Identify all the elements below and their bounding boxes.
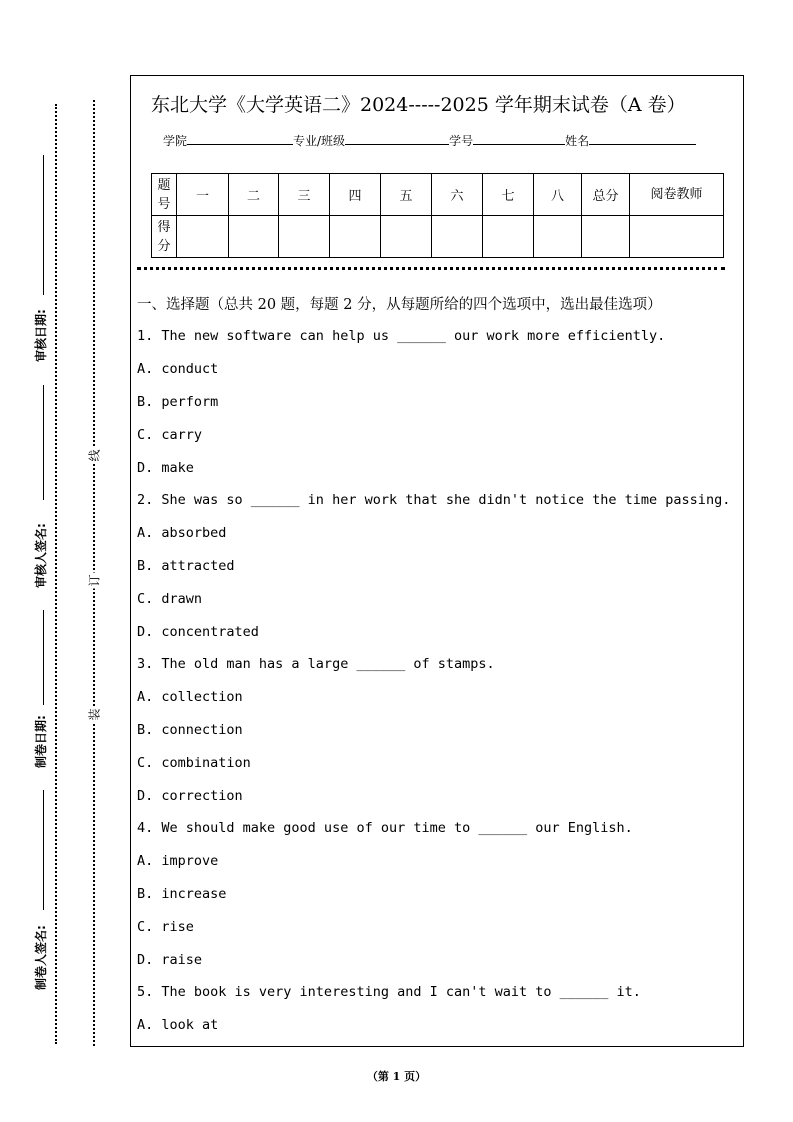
college-label: 学院 (163, 134, 188, 148)
col-header: 五 (381, 174, 432, 216)
option-item: A. conduct (137, 361, 219, 377)
student-info-row (163, 132, 696, 149)
option-item: D. raise (137, 952, 203, 968)
exam-title: 东北大学《大学英语二》2024-----2025 学年期末试卷（A 卷） (151, 94, 686, 116)
college-blank[interactable] (187, 132, 293, 145)
option-item: C. rise (137, 919, 194, 935)
option-item: A. collection (137, 689, 243, 705)
name-label: 姓名 (565, 134, 590, 148)
grader-header: 阅卷教师 (630, 174, 724, 216)
score-table-header-row (152, 174, 724, 216)
exam-frame (130, 75, 744, 1047)
option-item: D. make (137, 460, 194, 476)
option-item: A. look at (137, 1017, 219, 1033)
option-item: A. improve (137, 853, 219, 869)
binding-order-char: 订 (87, 574, 102, 587)
total-score-header: 总分 (582, 174, 630, 216)
question-stem: 4. We should make good use of our time to ______ our English. (137, 820, 633, 836)
reviewer-sign-label: 审核人签名: (34, 523, 48, 588)
prepare-date-blank[interactable] (43, 610, 44, 705)
binding-bind-char: 装 (87, 708, 102, 721)
option-item: B. attracted (137, 558, 235, 574)
section-title: 一、选择题（总共 20 题，每题 2 分，从每题所给的四个选项中，选出最佳选项） (137, 297, 662, 313)
col-header: 一 (177, 174, 229, 216)
option-item: D. correction (137, 788, 243, 804)
preparer-sign-label: 制卷人签名: (34, 925, 48, 990)
student-id-label: 学号 (449, 134, 474, 148)
score-cell[interactable] (330, 216, 381, 258)
score-row-header: 得分 (152, 216, 177, 258)
score-cell[interactable] (483, 216, 534, 258)
score-cell[interactable] (229, 216, 279, 258)
option-item: B. increase (137, 886, 227, 902)
page-number: （第 1 页） (366, 1070, 427, 1083)
score-table-score-row (152, 216, 724, 258)
name-blank[interactable] (589, 132, 696, 145)
preparer-sign-blank[interactable] (43, 790, 44, 910)
score-cell[interactable] (432, 216, 483, 258)
review-date-blank[interactable] (43, 155, 44, 295)
score-cell[interactable] (381, 216, 432, 258)
col-header: 二 (229, 174, 279, 216)
header-separator (137, 267, 725, 270)
col-header: 三 (279, 174, 330, 216)
col-header: 八 (534, 174, 582, 216)
col-header: 六 (432, 174, 483, 216)
score-cell[interactable] (177, 216, 229, 258)
question-stem: 1. The new software can help us ______ our work more efficiently. (137, 328, 666, 344)
question-stem: 5. The book is very interesting and I can't wait to ______ it. (137, 984, 641, 1000)
prepare-date-label: 制卷日期: (34, 715, 48, 768)
col-header: 七 (483, 174, 534, 216)
option-item: B. connection (137, 722, 243, 738)
option-item: C. drawn (137, 591, 203, 607)
question-stem: 2. She was so ______ in her work that she didn't notice the time passing. (137, 492, 731, 508)
major-label: 专业/班级 (293, 134, 346, 148)
col-header: 四 (330, 174, 381, 216)
review-date-label: 审核日期: (34, 309, 48, 362)
option-item: B. perform (137, 394, 219, 410)
major-blank[interactable] (345, 132, 449, 145)
option-item: A. absorbed (137, 525, 227, 541)
score-cell[interactable] (279, 216, 330, 258)
option-item: C. combination (137, 755, 251, 771)
total-score-cell[interactable] (582, 216, 630, 258)
score-table (151, 173, 724, 258)
grader-cell[interactable] (630, 216, 724, 258)
question-number-header: 题号 (152, 174, 177, 216)
student-id-blank[interactable] (473, 132, 565, 145)
option-item: D. concentrated (137, 624, 259, 640)
binding-line-char: 线 (87, 449, 102, 462)
left-dotted-border (55, 104, 57, 1044)
score-cell[interactable] (534, 216, 582, 258)
option-item: C. carry (137, 427, 203, 443)
reviewer-sign-blank[interactable] (43, 385, 44, 500)
question-stem: 3. The old man has a large ______ of stamps. (137, 656, 495, 672)
